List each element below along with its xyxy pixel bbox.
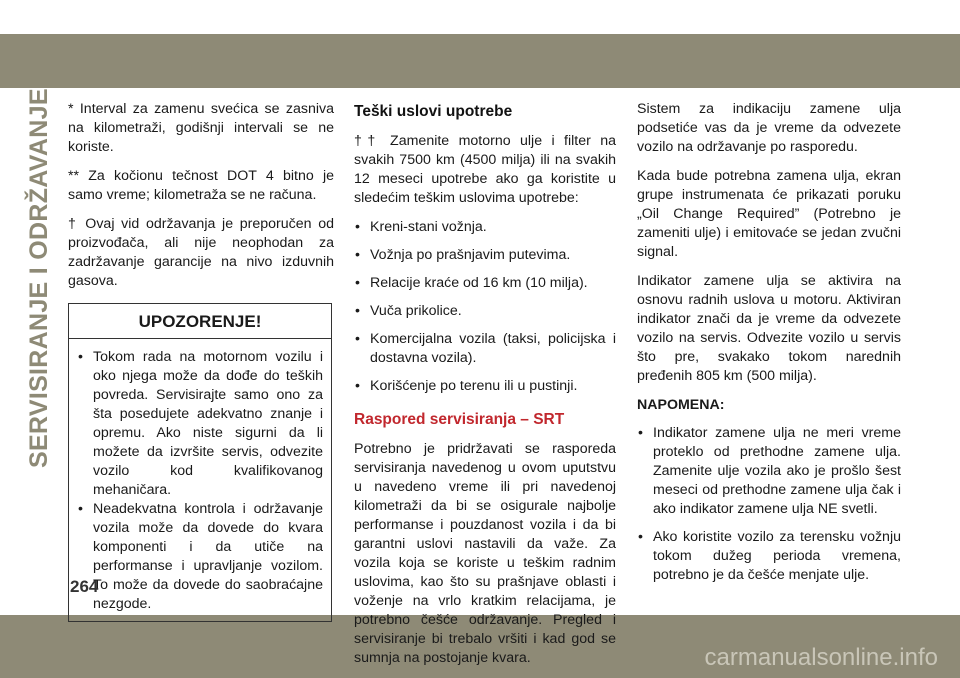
note-item: • Ako koristite vozilo za terensku vožnju tokom dužeg perioda vremena, potrebno je da češće menjate ulje. — [637, 528, 901, 585]
warning-body — [69, 339, 331, 621]
watermark: carmanualsonline.info — [704, 644, 938, 671]
warning-item: • Neadekvatna kontrola i održavanje vozila može da dovede do kvara komponenti i da utiče na performanse i upravljanje vozilom. To može da dovede do saobraćajne nezgode. — [77, 500, 323, 614]
list-item: • Vožnja po prašnjavim putevima. — [354, 246, 616, 265]
column-middle — [354, 100, 616, 678]
srt-paragraph: Potrebno je pridržavati se rasporeda servisiranja navedenog u ovom uputstvu u navedeno vreme ili pri navedenoj kilometraži da bi se osigurale najbolje performanse i pouzdanost vozila i da bi garantni uslovi nastavili da važe. Za vozila koja se koriste u teškim radnim uslovima, kao što su prašnjave oblasti i voženje na vrlo kratkim relacijama, je potrebno češće održavanje. Pregled i servisiranje bi trebalo vršiti i kad god se sumnja na postojanje kvara. — [354, 441, 616, 666]
warning-box — [68, 303, 332, 622]
note-list — [637, 424, 901, 585]
note-title: NAPOMENA: — [637, 397, 725, 413]
oil-change-message-paragraph: Kada bude potrebna zamena ulja, ekran grupe instrumenata će prikazati poruku „Oil Change Required” (Potrebno je zameniti ulje) i emitovaće se jedan zvučni signal. — [637, 168, 901, 260]
severe-conditions-intro: †† Zamenite motorno ulje i filter na svakih 7500 km (4500 milja) ili na svakih 12 meseci upotrebe ako ga koristite u sledećim teškim uslovima upotrebe: — [354, 133, 616, 206]
list-item: • Vuča prikolice. — [354, 302, 616, 321]
warning-title: UPOZORENJE! — [69, 304, 331, 339]
header-band — [0, 34, 960, 88]
warning-item: • Tokom rada na motornom vozilu i oko njega može da dođe do teških povreda. Servisirajte samo ono za šta posedujete adekvatno znanje i opremu. Ako niste sigurni da li možete da izvršite servis, odvezite vozilo kod kvalifikovanog mehaničara. — [77, 348, 323, 500]
column-right — [637, 100, 901, 594]
chapter-title: SERVISIRANJE I ODRŽAVANJE — [25, 88, 53, 468]
footnote-spark-plugs: * Interval za zamenu svećica se zasniva na kilometraži, godišnji intervali se ne koriste. — [68, 101, 334, 155]
list-item: • Korišćenje po terenu ili u pustinji. — [354, 377, 616, 396]
section-heading-srt: Raspored servisiranja – SRT — [354, 411, 565, 428]
footnote-brake-fluid: ** Za kočionu tečnost DOT 4 bitno je samo vreme; kilometraža se ne računa. — [68, 168, 334, 203]
list-item: • Kreni-stani vožnja. — [354, 218, 616, 237]
page-number: 264 — [70, 577, 99, 596]
oil-indicator-activation-paragraph: Indikator zamene ulja se aktivira na osnovu radnih uslova u motoru. Aktiviran indikator znači da je vreme da odvezete vozilo na servis. Odvezite vozilo u servis što pre, svakako tokom narednih pređenih 805 km (500 milja). — [637, 273, 901, 384]
column-left — [68, 100, 334, 622]
section-heading-severe-conditions: Teški uslovi upotrebe — [354, 103, 513, 120]
oil-indicator-paragraph: Sistem za indikaciju zamene ulja podsetiće vas da je vreme da odvezete vozilo na održavanje po rasporedu. — [637, 101, 901, 155]
list-item: • Komercijalna vozila (taksi, policijska i dostavna vozila). — [354, 330, 616, 368]
footnote-emissions: † Ovaj vid održavanja je preporučen od proizvođača, ali nije neophodan za zadržavanje garancije na nivo izduvnih gasova. — [68, 216, 334, 289]
warning-list — [77, 348, 323, 614]
note-item: • Indikator zamene ulja ne meri vreme proteklo od prethodne zamene ulja. Zamenite ulje vozila ako je prošlo šest meseci od prethodne zamene ulja čak i ako indikator zamene ulja NE svetli. — [637, 424, 901, 519]
severe-conditions-list — [354, 218, 616, 396]
list-item: • Relacije kraće od 16 km (10 milja). — [354, 274, 616, 293]
